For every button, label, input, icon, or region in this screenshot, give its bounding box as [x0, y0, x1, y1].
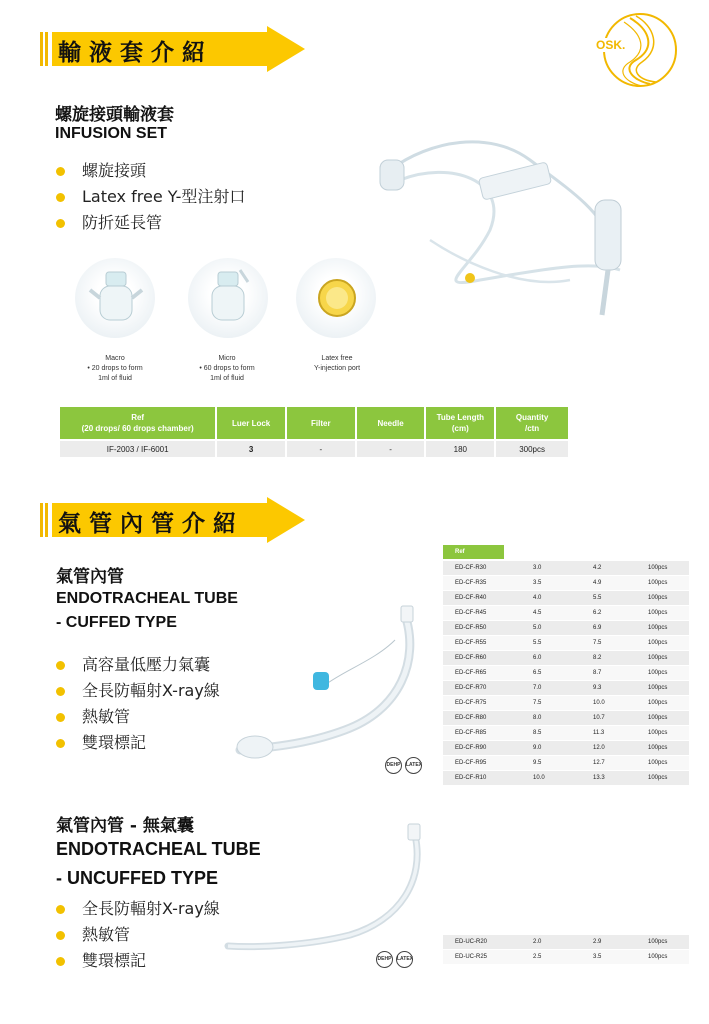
et-feature: 熱敏管	[54, 704, 220, 730]
table-cell: ED-CF-R80	[455, 715, 487, 721]
et-cuffed-feature-list	[54, 652, 220, 756]
table-cell: 10.0	[593, 700, 605, 706]
table-cell: 8.2	[593, 655, 602, 661]
et-uncuffed-feature-list	[54, 896, 220, 974]
table-cell: 100pcs	[648, 595, 668, 601]
table-cell: 9.5	[533, 760, 542, 766]
et-uncuffed-title-zh: 氣管內管 - 無氣囊	[56, 816, 194, 836]
table-cell: ED-UC-R20	[455, 939, 488, 945]
table-cell: 10.7	[593, 715, 605, 721]
et-feature: 熱敏管	[54, 922, 220, 948]
chamber-icon	[200, 268, 256, 328]
et-feature: 全長防輻射X-ray線	[54, 678, 220, 704]
table-cell: 3.5	[593, 954, 602, 960]
table-row	[443, 726, 689, 740]
table-cell: 100pcs	[648, 715, 668, 721]
table-cell: ED-CF-R60	[455, 655, 487, 661]
table-cell: 13.3	[593, 775, 605, 781]
table-cell: 12.7	[593, 760, 605, 766]
et-uncuffed-title-en: ENDOTRACHEAL TUBE	[56, 839, 261, 859]
table-cell: ED-CF-R35	[455, 580, 487, 586]
table-cell: 100pcs	[648, 700, 668, 706]
table-header: Luer Lock	[216, 406, 286, 440]
table-cell: 2.0	[533, 939, 542, 945]
table-cell: 8.5	[533, 730, 542, 736]
infusion-banner-title: 輸液套介紹	[58, 40, 213, 66]
table-row	[443, 935, 689, 949]
table-cell: 100pcs	[648, 730, 668, 736]
table-cell: 2.5	[533, 954, 542, 960]
table-row	[443, 606, 689, 620]
table-cell: ED-CF-R45	[455, 610, 487, 616]
table-cell: 7.0	[533, 685, 542, 691]
table-row	[443, 636, 689, 650]
table-row	[443, 741, 689, 755]
table-cell: 100pcs	[648, 939, 668, 945]
table-cell: ED-CF-R50	[455, 625, 487, 631]
table-row	[443, 561, 689, 575]
table-cell: 7.5	[593, 640, 602, 646]
table-cell: 7.5	[533, 700, 542, 706]
osk-logo-text: OSK.	[596, 38, 626, 52]
table-cell: ED-CF-R10	[455, 775, 487, 781]
table-cell: ED-CF-R70	[455, 685, 487, 691]
et-cuffed-title-zh: 氣管內管	[56, 567, 124, 587]
table-cell: 11.3	[593, 730, 605, 736]
table-cell: ED-UC-R25	[455, 954, 488, 960]
table-cell: ED-CF-R65	[455, 670, 487, 676]
table-cell: 9.3	[593, 685, 602, 691]
et-cuffed-title-en: ENDOTRACHEAL TUBE	[56, 590, 238, 607]
table-row: IF-2003 / IF-6001 3 - - 180 300pcs	[59, 440, 569, 458]
table-cell: 100pcs	[648, 610, 668, 616]
table-cell: 100pcs	[648, 580, 668, 586]
table-cell: 100pcs	[648, 565, 668, 571]
table-cell: 5.5	[533, 640, 542, 646]
infusion-spec-table	[58, 405, 570, 459]
table-cell: 4.0	[533, 595, 542, 601]
table-cell: 6.0	[533, 655, 542, 661]
y-port-icon	[310, 270, 364, 326]
table-cell: 6.9	[593, 625, 602, 631]
table-cell: 3.5	[533, 580, 542, 586]
table-header: Tube Length (cm)	[425, 406, 495, 440]
infusion-feature: 螺旋接頭	[54, 158, 245, 184]
et-feature: 雙環標記	[54, 948, 220, 974]
table-cell: ED-CF-R40	[455, 595, 487, 601]
table-cell: 12.0	[593, 745, 605, 751]
table-cell: 4.2	[593, 565, 602, 571]
dehp-free-icon: DEHP	[376, 951, 393, 968]
table-row	[443, 681, 689, 695]
et-banner-title: 氣管內管介紹	[58, 511, 244, 537]
table-cell: 8.7	[593, 670, 602, 676]
table-cell: ED-CF-R90	[455, 745, 487, 751]
cuffed-tube-image	[225, 600, 440, 770]
table-row	[443, 666, 689, 680]
table-cell: ED-CF-R30	[455, 565, 487, 571]
thumb-caption-y-port: Latex free Y-injection port	[313, 355, 361, 372]
table-cell: 10.0	[533, 775, 545, 781]
table-row	[443, 950, 689, 964]
table-cell: 100pcs	[648, 775, 668, 781]
dehp-free-icon: DEHP	[385, 757, 402, 774]
infusion-title-en: INFUSION SET	[55, 125, 168, 142]
table-cell: 100pcs	[648, 655, 668, 661]
table-cell: 100pcs	[648, 625, 668, 631]
table-row	[443, 651, 689, 665]
table-cell: 100pcs	[648, 685, 668, 691]
table-cell: 100pcs	[648, 745, 668, 751]
infusion-feature: 防折延長管	[54, 210, 245, 236]
thumb-caption-micro: Micro • 60 drops to form 1ml of fluid	[199, 355, 255, 382]
table-cell: 2.9	[593, 939, 602, 945]
table-cell: 100pcs	[648, 954, 668, 960]
table-header: Quantity /ctn	[495, 406, 569, 440]
table-cell: 4.9	[593, 580, 602, 586]
table-row	[443, 576, 689, 590]
table-header: Ref (20 drops/ 60 drops chamber)	[59, 406, 216, 440]
table-cell: 100pcs	[648, 640, 668, 646]
et-feature: 雙環標記	[54, 730, 220, 756]
table-row	[443, 591, 689, 605]
table-cell: ED-CF-R95	[455, 760, 487, 766]
et-feature: 高容量低壓力氣囊	[54, 652, 220, 678]
et-cuffed-title-type: - CUFFED TYPE	[56, 614, 177, 631]
infusion-set-image	[370, 120, 670, 330]
table-row	[443, 696, 689, 710]
table-cell: 4.5	[533, 610, 542, 616]
table-cell: 6.5	[533, 670, 542, 676]
table-cell: 100pcs	[648, 760, 668, 766]
osk-logo	[592, 8, 678, 92]
table-row	[443, 621, 689, 635]
et-ref-header: Ref	[443, 545, 504, 559]
infusion-title-zh: 螺旋接頭輸液套	[55, 105, 174, 125]
table-cell: 100pcs	[648, 670, 668, 676]
table-cell: 3.0	[533, 565, 542, 571]
table-row	[443, 756, 689, 770]
table-cell: ED-CF-R85	[455, 730, 487, 736]
table-row	[443, 711, 689, 725]
table-cell: 5.5	[593, 595, 602, 601]
latex-free-icon: LATEX	[405, 757, 422, 774]
table-cell: ED-CF-R55	[455, 640, 487, 646]
thumb-caption-macro: Macro • 20 drops to form 1ml of fluid	[87, 355, 143, 382]
uncuffed-tube-image	[220, 820, 435, 960]
chamber-icon	[88, 268, 144, 328]
table-cell: 6.2	[593, 610, 602, 616]
table-cell: 8.0	[533, 715, 542, 721]
table-cell: 5.0	[533, 625, 542, 631]
table-row	[443, 771, 689, 785]
et-uncuffed-title-type: - UNCUFFED TYPE	[56, 868, 218, 888]
latex-free-icon: LATEX	[396, 951, 413, 968]
table-header: Needle	[356, 406, 426, 440]
table-header: Filter	[286, 406, 356, 440]
table-cell: 9.0	[533, 745, 542, 751]
infusion-feature: Latex free Y-型注射口	[54, 184, 245, 210]
et-feature: 全長防輻射X-ray線	[54, 896, 220, 922]
table-cell: ED-CF-R75	[455, 700, 487, 706]
infusion-feature-list	[54, 158, 245, 236]
